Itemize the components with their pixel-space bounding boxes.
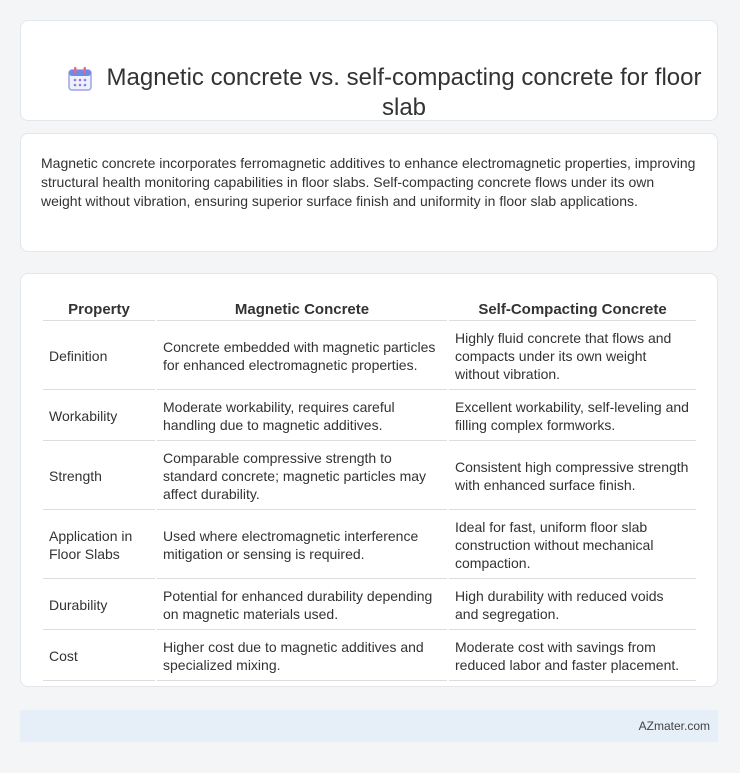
header-self-compacting: Self-Compacting Concrete (449, 296, 696, 321)
header-magnetic: Magnetic Concrete (157, 296, 447, 321)
row-property: Application in Floor Slabs (43, 512, 155, 579)
row-self-compacting: Ideal for fast, uniform floor slab construction without mechanical compaction. (449, 512, 696, 579)
row-magnetic: Comparable compressive strength to standard concrete; magnetic particles may affect durability. (157, 443, 447, 510)
comparison-table (41, 294, 698, 683)
row-magnetic: Potential for enhanced durability depending on magnetic materials used. (157, 581, 447, 630)
comparison-card (20, 273, 718, 687)
row-self-compacting: Highly fluid concrete that flows and compacts under its own weight without vibration. (449, 323, 696, 390)
row-magnetic: Moderate workability, requires careful handling due to magnetic additives. (157, 392, 447, 441)
row-self-compacting: Moderate cost with savings from reduced labor and faster placement. (449, 632, 696, 681)
row-self-compacting: Consistent high compressive strength with enhanced surface finish. (449, 443, 696, 510)
table-row (43, 512, 696, 579)
footer-bar (20, 710, 718, 742)
table-row (43, 392, 696, 441)
row-magnetic: Used where electromagnetic interference mitigation or sensing is required. (157, 512, 447, 579)
row-magnetic: Concrete embedded with magnetic particles for enhanced electromagnetic properties. (157, 323, 447, 390)
row-property: Durability (43, 581, 155, 630)
page-title: Magnetic concrete vs. self-compacting concrete for floor slab (106, 64, 702, 121)
header-property: Property (43, 296, 155, 321)
row-self-compacting: High durability with reduced voids and segregation. (449, 581, 696, 630)
table-row (43, 443, 696, 510)
row-property: Cost (43, 632, 155, 681)
intro-card (20, 133, 718, 252)
table-row (43, 632, 696, 681)
row-property: Definition (43, 323, 155, 390)
calendar-icon (67, 66, 93, 92)
table-header-row (43, 296, 696, 321)
row-magnetic: Higher cost due to magnetic additives and specialized mixing. (157, 632, 447, 681)
footer-site[interactable]: AZmater.com (638, 719, 710, 733)
table-row (43, 581, 696, 630)
row-self-compacting: Excellent workability, self-leveling and filling complex formworks. (449, 392, 696, 441)
row-property: Strength (43, 443, 155, 510)
title-card (20, 20, 718, 121)
row-property: Workability (43, 392, 155, 441)
intro-text: Magnetic concrete incorporates ferromagnetic additives to enhance electromagnetic properties, improving structural health monitoring capabilities in floor slabs. Self-compacting concrete flows under its own weight without vibration, ensuring superior surface finish and uniformity in floor slab applications. (41, 155, 696, 209)
table-row (43, 323, 696, 390)
